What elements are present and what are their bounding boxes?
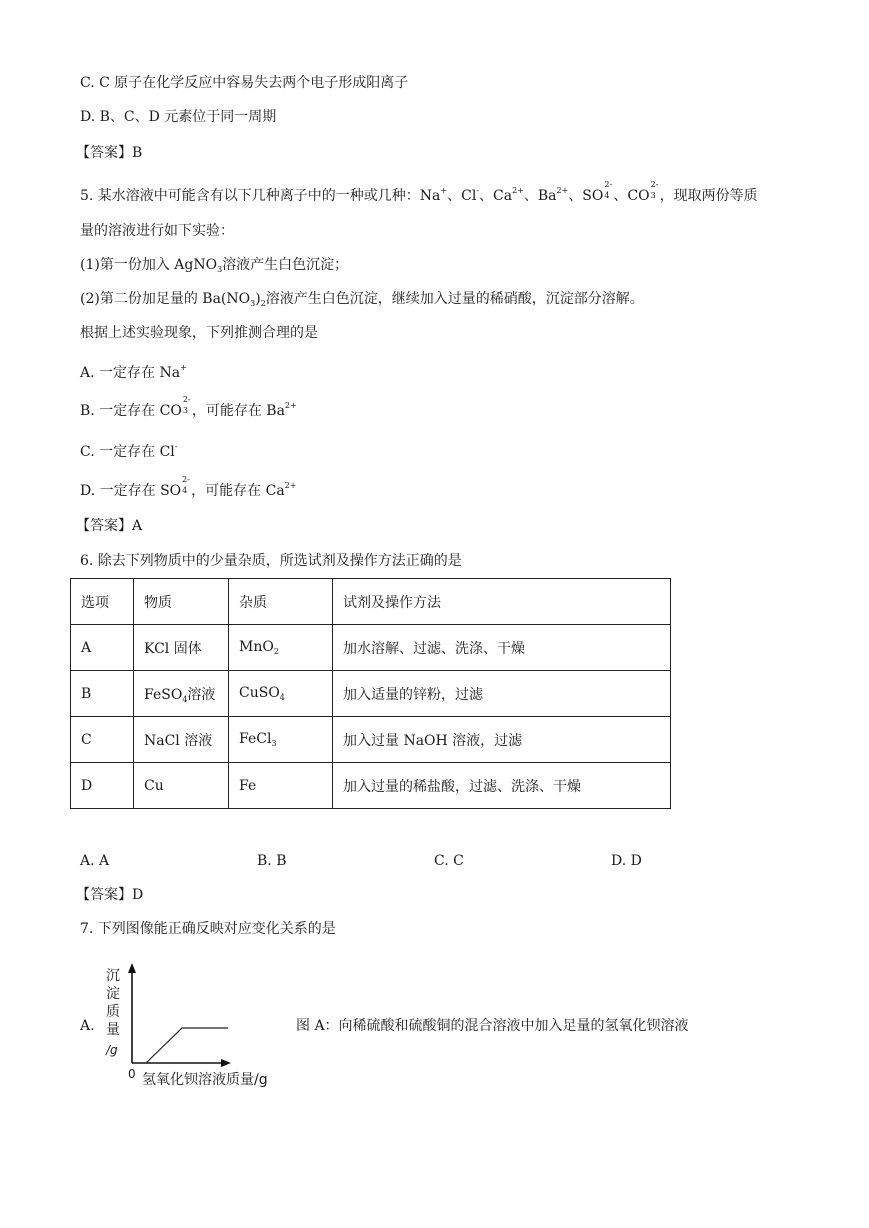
step2-sub1: 3 [250,299,256,308]
step1-suffix: 溶液产生白色沉淀； [222,257,349,273]
row-impurity [229,625,333,671]
q5-option-b [80,396,297,421]
q7-caption: 图 A：向稀硫酸和硫酸铜的混合溶液中加入足量的氢氧化钡溶液 [296,1018,689,1034]
q5-sep1: 、Cl [447,188,477,204]
row-method: 加水溶解、过滤、洗涤、干燥 [333,625,671,671]
q4-answer: 【答案】B [76,145,143,161]
row-option: B [71,671,134,717]
q4-option-d: D. B、C、D 元素位于同一周期 [80,109,277,125]
graph-ylabel-4: 量 [106,1022,120,1038]
q5-sep3: 、Ba [523,188,557,204]
substance-suffix: 溶液 [187,686,216,703]
row-substance: NaCl 溶液 [134,717,229,763]
q5-stem-suffix: ，现取两份等质 [659,188,758,204]
q5-stem [80,181,758,206]
impurity-sub: 3 [271,739,277,748]
ba-charge: 2+ [556,186,569,195]
step1-sub: 3 [217,265,223,274]
step2-text: (2)第二份加足量的 Ba(NO [80,291,251,307]
q5-answer: 【答案】A [76,518,143,534]
x-axis-arrow-icon [221,1059,231,1067]
row-impurity [229,717,333,763]
ca-charge: 2+ [512,186,524,195]
q5-opt-d-mid: ，可能存在 Ca [191,483,285,499]
q6-answer: 【答案】D [76,887,144,903]
sulfate-sub-sup: 2- 4 [604,180,613,200]
row-method: 加入过量 NaOH 溶液，过滤 [333,717,671,763]
graph-ylabel-1: 沉 [106,968,120,984]
impurity-sub: 2 [273,647,279,656]
graph-origin: 0 [128,1067,136,1081]
q5-step1 [80,255,348,280]
row-option: D [71,763,134,809]
header-option: 选项 [71,579,134,625]
row-option: A [71,625,134,671]
step2-mid: ) [255,291,261,307]
row-substance: KCl 固体 [134,625,229,671]
impurity-formula: MnO [239,639,274,655]
header-impurity: 杂质 [229,579,333,625]
graph-ylabel-unit: /g [106,1043,118,1057]
step1-text: (1)第一份加入 AgNO [80,257,218,273]
graph-ylabel-2: 淀 [106,986,120,1002]
impurity-sub: 4 [279,693,285,702]
row-option: C [71,717,134,763]
q5-opt-d-sulfate: 2- 4 [182,475,190,495]
table-row [71,625,671,671]
precipitate-curve [146,1028,228,1063]
table-row [71,671,671,717]
row-impurity: Fe [229,763,333,809]
q5-opt-b-charge: 2+ [284,401,297,410]
q5-opt-a-text: A. 一定存在 Na [80,365,181,381]
q5-step2 [80,289,644,314]
q5-opt-c-charge: - [174,442,178,451]
q5-sep2: 、Ca [479,188,513,204]
q7-option-label: A. [80,1018,95,1034]
q5-stem-line2: 量的溶液进行如下实验： [80,223,234,239]
q5-option-a [80,358,187,383]
q4-option-c: C. C 原子在化学反应中容易失去两个电子形成阳离子 [80,75,409,91]
q5-opt-c-text: C. 一定存在 Cl [80,444,175,460]
step2-sub2: 2 [260,299,266,308]
q5-opt-d-text: D. 一定存在 SO [80,483,182,499]
q6-choice-c: C. C [434,853,464,869]
q5-opt-b-mid: ，可能存在 Ba [191,403,285,419]
table-header-row [71,579,671,625]
q5-option-d [80,476,296,501]
row-method: 加入过量的稀盐酸，过滤、洗涤、干燥 [333,763,671,809]
q5-stem-prefix: 5. 某水溶液中可能含有以下几种离子中的一种或几种：Na [80,188,441,204]
substance-formula: FeSO [144,686,183,703]
row-method: 加入适量的锌粉，过滤 [333,671,671,717]
substance-sub: 4 [182,694,188,704]
carbonate-sub-sup: 2- 3 [650,180,659,200]
q6-stem: 6. 除去下列物质中的少量杂质，所选试剂及操作方法正确的是 [80,553,462,569]
q6-choice-b: B. B [257,853,287,869]
q7-stem: 7. 下列图像能正确反映对应变化关系的是 [80,921,336,937]
q5-opt-a-charge: + [180,363,187,372]
q5-opt-b-text: B. 一定存在 CO [80,403,182,419]
table-row [71,717,671,763]
q6-choice-a: A. A [80,853,110,869]
q6-table [70,578,671,809]
header-substance: 物质 [134,579,229,625]
q5-sep4: 、SO [568,188,604,204]
impurity-formula: CuSO [239,685,280,701]
row-impurity [229,671,333,717]
q5-conclusion: 根据上述实验现象，下列推测合理的是 [80,325,318,341]
na-charge: + [440,186,448,195]
cl-charge: - [476,186,480,195]
q5-opt-d-charge: 2+ [284,481,297,490]
q5-opt-b-carbonate: 2- 3 [182,395,191,415]
header-method: 试剂及操作方法 [333,579,671,625]
q5-sep5: 、CO [613,188,650,204]
graph-ylabel-3: 质 [106,1004,120,1020]
row-substance: Cu [134,763,229,809]
step2-suffix: 溶液产生白色沉淀，继续加入过量的稀硝酸，沉淀部分溶解。 [265,291,644,307]
q6-choice-d: D. D [611,853,642,869]
row-substance [134,671,229,717]
impurity-formula: FeCl [239,731,272,747]
graph-xlabel: 氢氧化钡溶液质量/g [142,1072,268,1088]
table-row [71,763,671,809]
q5-option-c [80,437,177,462]
y-axis-arrow-icon [128,963,136,973]
